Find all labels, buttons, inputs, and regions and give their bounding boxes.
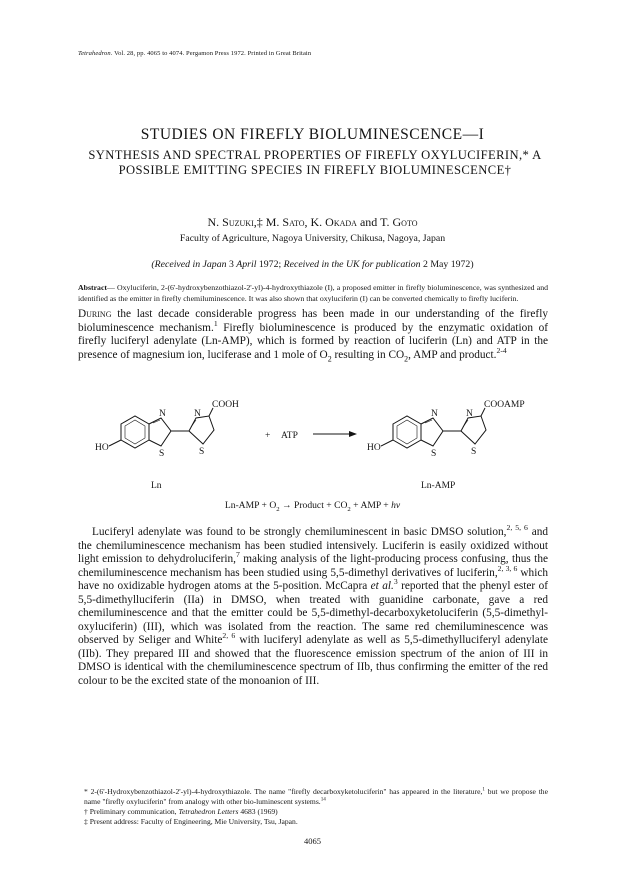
para-text: and the chemiluminescence mechanism has been studied intensively. Luciferin is easily oxidized without light emission to dehydroluciferin, [78, 526, 549, 565]
plus-sign: + [265, 431, 271, 441]
equation-text: → Product + CO [279, 500, 348, 511]
author-name: Sato [282, 215, 305, 229]
footnote-star [78, 787, 548, 807]
received-text: 1972; [256, 259, 284, 270]
subscript: 2 [276, 505, 280, 513]
para-italic: et al. [370, 580, 394, 592]
reaction-scheme [95, 398, 565, 502]
thiazoline-ring [461, 416, 486, 444]
nitrogen-label: N [159, 409, 166, 419]
citation: 2, 5, 6 [506, 523, 528, 533]
adenylate-label: COOAMP [484, 400, 525, 410]
sulfur-label: S [471, 447, 477, 457]
author-name: Goto [392, 215, 418, 229]
body-paragraph-1 [78, 308, 548, 362]
author-name: Suzuki [222, 215, 254, 229]
author-separator: and [356, 215, 381, 229]
para-text: resulting in CO [331, 348, 405, 361]
benzene-inner-ring [397, 420, 417, 444]
author-list [0, 215, 625, 230]
benzene-inner-ring [125, 420, 145, 444]
received-text: 3 [226, 259, 237, 270]
compound-label: Ln-AMP [421, 481, 456, 491]
journal-name: Tetrahedron. [78, 50, 113, 57]
para-text: , AMP and product. [408, 348, 497, 361]
para-text: which have no oxidizable hydrogen atoms at the 5-position. McCapra [78, 566, 548, 592]
para-lead: During [78, 308, 112, 320]
atp-label: ATP [281, 431, 298, 441]
thiazole-ring [149, 418, 171, 446]
para-text: with luciferyl adenylate as well as 5,5-dimethylluciferyl adenylate (IIb). They prepared III and showed that the fluorescence emission spectrum of the anion of III in DMSO is identical with the chemiluminescence spectrum of IIb, thus confirming the emitter of the red colour to be the excited state of the monoanion of III. [78, 634, 548, 687]
subscript: 2 [404, 353, 409, 363]
author-initial: N. [207, 215, 223, 229]
arrow-head [349, 431, 357, 437]
thiazoline-ring [189, 416, 214, 444]
nitrogen-label: N [431, 409, 438, 419]
paper-subtitle: SYNTHESIS AND SPECTRAL PROPERTIES OF FIREFLY OXYLUCIFERIN,* A POSSIBLE EMITTING SPECIES IN FIREFLY BIOLUMINESCENCE† [88, 148, 542, 177]
body-paragraph-2 [78, 523, 549, 688]
hydroxyl-label: HO [95, 443, 109, 453]
nitrogen-label: N [194, 409, 201, 419]
para-text: making analysis of the light-producing process confusing, thus the chemiluminescence mechanism has been studied using 5,5-dimethyl derivatives of luciferin, [78, 553, 548, 579]
affiliation: Faculty of Agriculture, Nagoya University, Chikusa, Nagoya, Japan [179, 233, 446, 244]
sulfur-label: S [431, 449, 437, 459]
abstract [78, 282, 548, 304]
citation: 2, 3, 6 [497, 563, 518, 573]
equation-text: Ln-AMP + O [224, 500, 277, 511]
received-text: 2 May 1972) [420, 259, 474, 270]
para-text: Luciferyl adenylate was found to be strongly chemiluminescent in basic DMSO solution, [92, 526, 507, 538]
author-initial: M. [265, 215, 283, 229]
received-dates [0, 259, 625, 270]
received-text: (Received in Japan [151, 259, 227, 270]
hydroxyl-label: HO [367, 443, 381, 453]
para-text: reported that the phenyl ester of 5,5-dimethylluciferin (IIa) in DMSO, when treated with guanidine carbonate, gave a red chemiluminescence and that the emitter could be 5,5-dimethyl-decarboxyketoluciferin (5,5-dimethyl-oxyluciferin) (III), which was isolated from the reaction. The same red chemiluminescence was observed by Seliger and White [78, 580, 549, 646]
citation: 1 [213, 318, 218, 328]
author-initial: T. [380, 215, 393, 229]
equation-photon: hν [391, 500, 401, 511]
subscript: 2 [347, 505, 351, 513]
compound-label: Ln [151, 481, 162, 491]
citation: 14 [320, 796, 326, 803]
nitrogen-label: N [466, 409, 473, 419]
citation: 1 [482, 786, 485, 793]
footnote-text: but we propose the name "firefly oxyluciferin" from analogy with other bio-luminescent systems. [84, 787, 548, 806]
footnote-dagger [78, 807, 548, 817]
citation: 2-4 [496, 345, 507, 355]
citation: 7 [235, 550, 240, 560]
author-name: Okada [325, 215, 357, 229]
journal-header [78, 50, 311, 57]
abstract-text: — Oxyluciferin, 2-(6'-hydroxybenzothiazol-2'-yl)-4-hydroxythiazole (I), a proposed emitter in firefly bioluminescence, was synthesized and identified as the emitter in firefly chemiluminescence. It was also shown that oxyluciferin (I) can be converted chemically to firefly luciferin. [78, 283, 548, 303]
paper-title: STUDIES ON FIREFLY BIOLUMINESCENCE—I [140, 126, 485, 143]
author-footnote-mark: ,‡ [253, 215, 266, 229]
carboxyl-label: COOH [212, 400, 239, 410]
reaction-equation [0, 500, 625, 511]
subscript: 2 [327, 353, 332, 363]
sulfur-label: S [199, 447, 205, 457]
abstract-label: Abstract [78, 283, 108, 292]
author-initial: K. [310, 215, 326, 229]
footnote-italic: Tetrahedron Letters [178, 807, 239, 816]
citation: 3 [393, 577, 398, 587]
thiazole-ring [421, 418, 443, 446]
footnote-text: 4683 (1969) [238, 807, 278, 816]
footnotes [78, 787, 548, 827]
para-text: Firefly bioluminescence is produced by the enzymatic oxidation of firefly luciferyl adenylate (Ln-AMP), which is formed by reaction of luciferin (Ln) and ATP in the presence of magnesium ion, luciferase and 1 mole of O [78, 321, 548, 361]
sulfur-label: S [159, 449, 165, 459]
equation-text: + AMP + [350, 500, 392, 511]
journal-citation: Vol. 28, pp. 4065 to 4074. Pergamon Press 1972. Printed in Great Britain [114, 50, 312, 57]
received-text: April [236, 259, 257, 270]
citation: 2, 6 [222, 631, 236, 641]
author-separator: , [304, 215, 311, 229]
footnote-text: † Preliminary communication, [84, 807, 179, 816]
footnote-double-dagger: ‡ Present address: Faculty of Engineering, Mie University, Tsu, Japan. [84, 817, 298, 826]
footnote-text: * 2-(6'-Hydroxybenzothiazol-2'-yl)-4-hydroxythiazole. The name "firefly decarboxyketoluciferin" has appeared in the literature, [84, 787, 483, 796]
received-text: Received in the UK for publication [283, 259, 421, 270]
para-text: the last decade considerable progress has been made in our understanding of the firefly bioluminescence mechanism. [78, 308, 548, 334]
page-number: 4065 [304, 836, 321, 846]
